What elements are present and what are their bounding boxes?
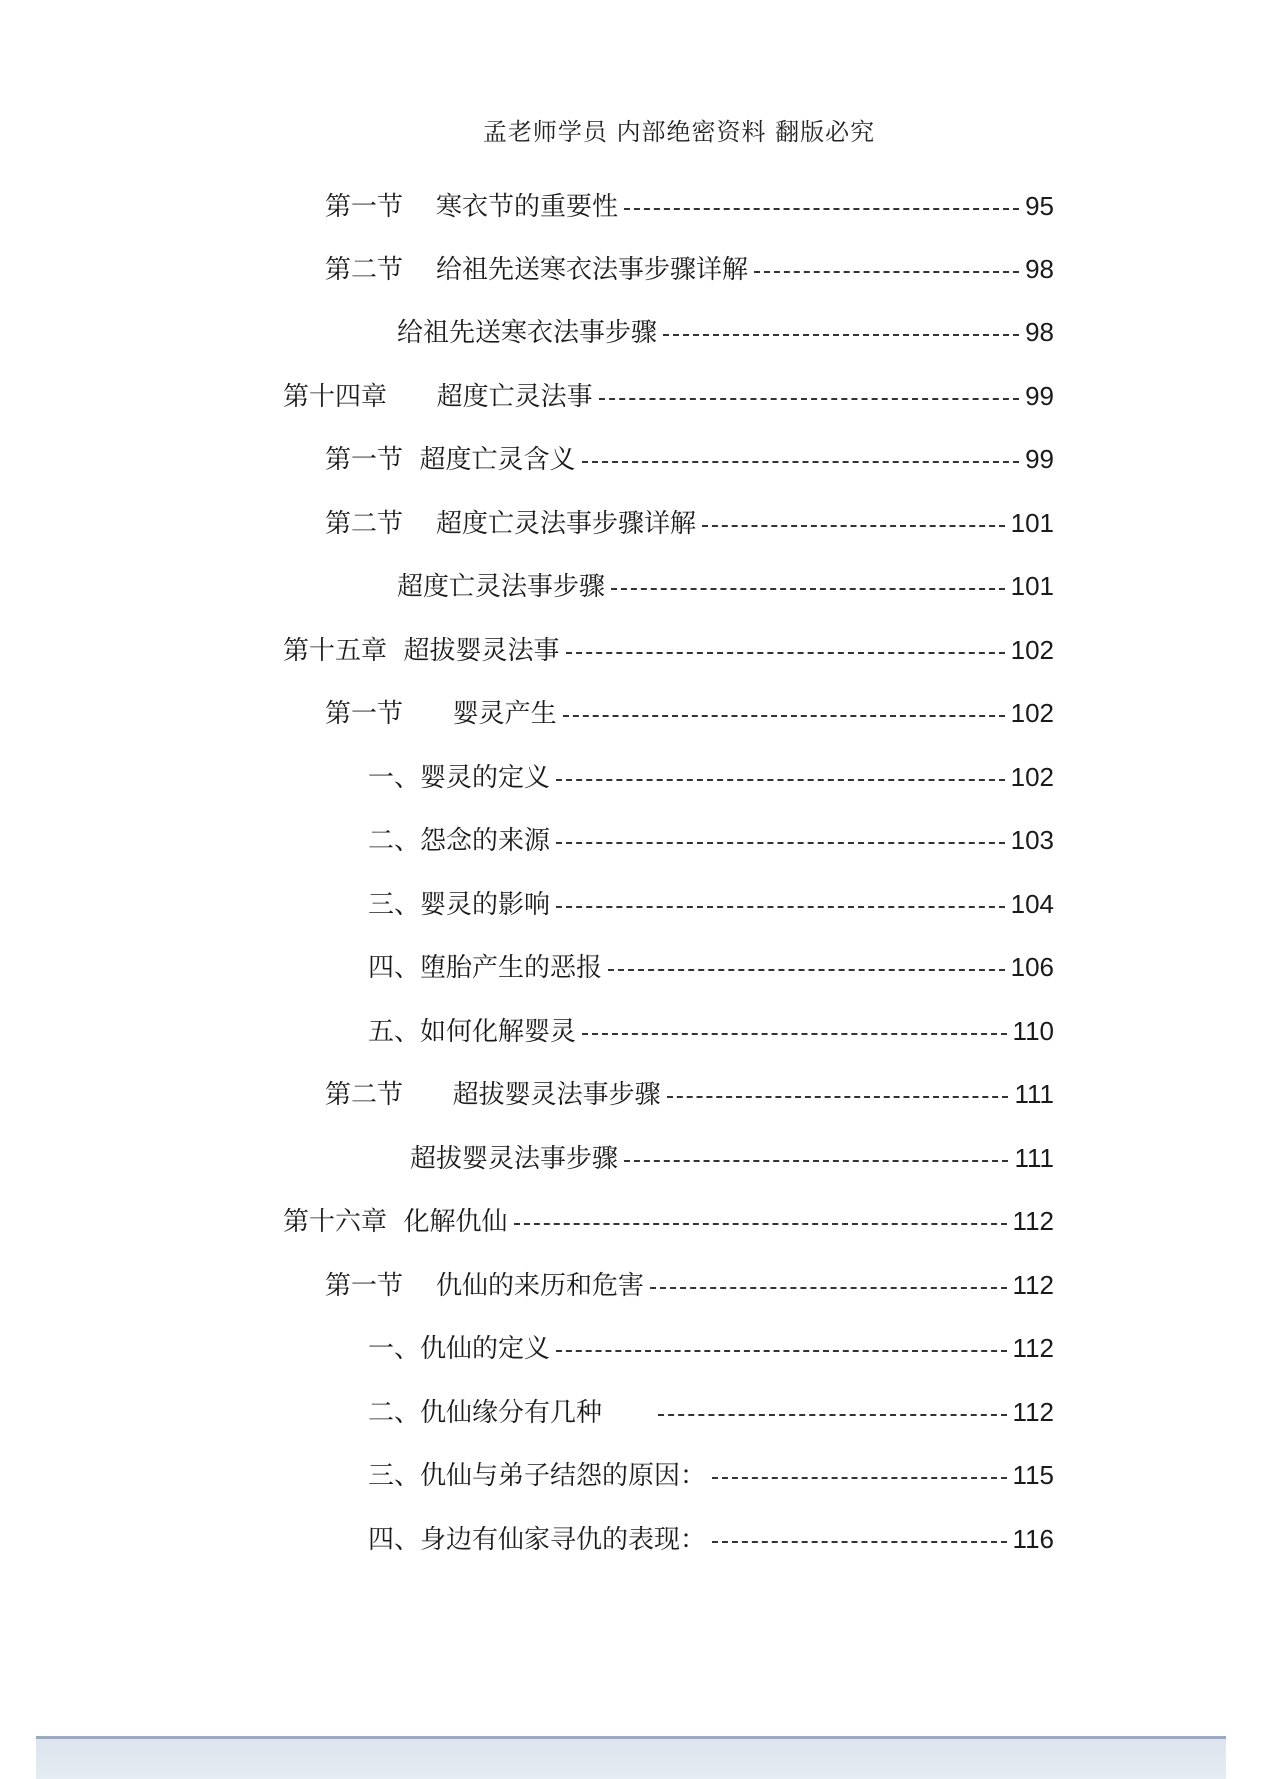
toc-entry-label: 二、怨念的来源 xyxy=(368,826,551,856)
toc-entry-label: 一、仇仙的定义 xyxy=(368,1334,551,1364)
toc-entry xyxy=(368,947,1054,987)
dot-leader xyxy=(702,525,1005,527)
toc-entry-label: 第二节 给祖先送寒衣法事步骤详解 xyxy=(325,255,749,285)
dot-leader xyxy=(599,398,1019,400)
toc-page-number: 102 xyxy=(1010,698,1054,728)
toc-page-number: 98 xyxy=(1025,254,1054,284)
dot-leader xyxy=(658,1414,1007,1416)
toc-page-number: 112 xyxy=(1012,1270,1054,1300)
toc-page-number: 104 xyxy=(1010,889,1054,919)
toc-page-number: 101 xyxy=(1010,571,1054,601)
dot-leader xyxy=(514,1223,1007,1225)
toc-page-number: 112 xyxy=(1012,1206,1054,1236)
toc-entry xyxy=(325,1265,1054,1305)
toc-entry-label: 第二节 超拔婴灵法事步骤 xyxy=(325,1080,661,1110)
toc-page-number: 102 xyxy=(1010,635,1054,665)
dot-leader xyxy=(624,208,1019,210)
toc-entry xyxy=(410,1138,1054,1178)
toc-entry-label: 二、仇仙缘分有几种 xyxy=(368,1398,652,1428)
toc-entry-label: 第十六章 化解仇仙 xyxy=(283,1207,508,1237)
toc-entry-label: 第一节 寒衣节的重要性 xyxy=(325,192,619,222)
toc-entry xyxy=(325,1074,1054,1114)
toc-entry-label: 五、如何化解婴灵 xyxy=(368,1017,577,1047)
toc-entry xyxy=(368,884,1054,924)
dot-leader xyxy=(556,1350,1007,1352)
dot-leader xyxy=(556,906,1005,908)
toc-entry-label: 第十四章 超度亡灵法事 xyxy=(283,382,593,412)
toc-entry-label: 三、仇仙与弟子结怨的原因： xyxy=(368,1461,707,1491)
dot-leader xyxy=(624,1160,1008,1162)
toc-entry-label: 超拔婴灵法事步骤 xyxy=(410,1144,619,1174)
toc-page-number: 99 xyxy=(1025,381,1054,411)
toc-entry-label: 一、婴灵的定义 xyxy=(368,763,551,793)
toc-entry xyxy=(368,757,1054,797)
toc-entry-label: 四、身边有仙家寻仇的表现： xyxy=(368,1525,707,1555)
toc-entry xyxy=(283,1201,1054,1241)
dot-leader xyxy=(582,461,1020,463)
dot-leader xyxy=(663,334,1019,336)
toc-entry-label: 四、堕胎产生的恶报 xyxy=(368,953,603,983)
toc-page-number: 99 xyxy=(1025,444,1054,474)
toc-entry xyxy=(325,439,1054,479)
toc-entry xyxy=(325,503,1054,543)
page-header: 孟老师学员 内部绝密资料 翻版必究 xyxy=(482,118,876,146)
toc-entry-label: 第一节 仇仙的来历和危害 xyxy=(325,1271,645,1301)
toc-page-number: 112 xyxy=(1012,1333,1054,1363)
dot-leader xyxy=(556,842,1005,844)
toc-entry xyxy=(397,566,1054,606)
toc-entry xyxy=(368,1328,1054,1368)
toc-page-number: 103 xyxy=(1010,825,1054,855)
toc-entry-label: 第二节 超度亡灵法事步骤详解 xyxy=(325,509,697,539)
toc-page-number: 95 xyxy=(1025,191,1054,221)
toc-page-number: 112 xyxy=(1012,1397,1054,1427)
dot-leader xyxy=(650,1287,1006,1289)
toc-entry-label: 第一节 婴灵产生 xyxy=(325,699,557,729)
toc-page-number: 111 xyxy=(1014,1079,1054,1109)
dot-leader xyxy=(608,969,1005,971)
dot-leader xyxy=(582,1033,1007,1035)
toc-entry xyxy=(325,249,1054,289)
dot-leader xyxy=(556,779,1005,781)
toc-entry-label: 超度亡灵法事步骤 xyxy=(397,572,606,602)
toc-entry-label: 第十五章 超拔婴灵法事 xyxy=(283,636,560,666)
toc-page-number: 102 xyxy=(1010,762,1054,792)
toc-page-number: 110 xyxy=(1012,1016,1054,1046)
toc-entry xyxy=(368,1011,1054,1051)
toc-entry xyxy=(368,1519,1054,1559)
dot-leader xyxy=(712,1541,1007,1543)
dot-leader xyxy=(754,271,1019,273)
toc-page-number: 115 xyxy=(1012,1460,1054,1490)
toc-entry xyxy=(325,186,1054,226)
toc-entry xyxy=(368,1392,1054,1432)
toc-entry xyxy=(397,312,1054,352)
toc-entry xyxy=(283,376,1054,416)
toc-entry xyxy=(283,630,1054,670)
toc-entry-label: 给祖先送寒衣法事步骤 xyxy=(397,318,658,348)
toc-entry xyxy=(368,1455,1054,1495)
toc-page-number: 116 xyxy=(1012,1524,1054,1554)
toc-page-number: 98 xyxy=(1025,317,1054,347)
dot-leader xyxy=(611,588,1005,590)
toc-page-number: 106 xyxy=(1010,952,1054,982)
toc-entry-label: 三、婴灵的影响 xyxy=(368,890,551,920)
toc-entry xyxy=(368,820,1054,860)
toc-page-number: 111 xyxy=(1014,1143,1054,1173)
dot-leader xyxy=(566,652,1005,654)
scan-bottom-edge xyxy=(36,1736,1226,1779)
dot-leader xyxy=(563,715,1005,717)
toc-entry xyxy=(325,693,1054,733)
dot-leader xyxy=(667,1096,1009,1098)
toc-page-number: 101 xyxy=(1010,508,1054,538)
dot-leader xyxy=(712,1477,1007,1479)
toc-entry-label: 第一节 超度亡灵含义 xyxy=(325,445,576,475)
